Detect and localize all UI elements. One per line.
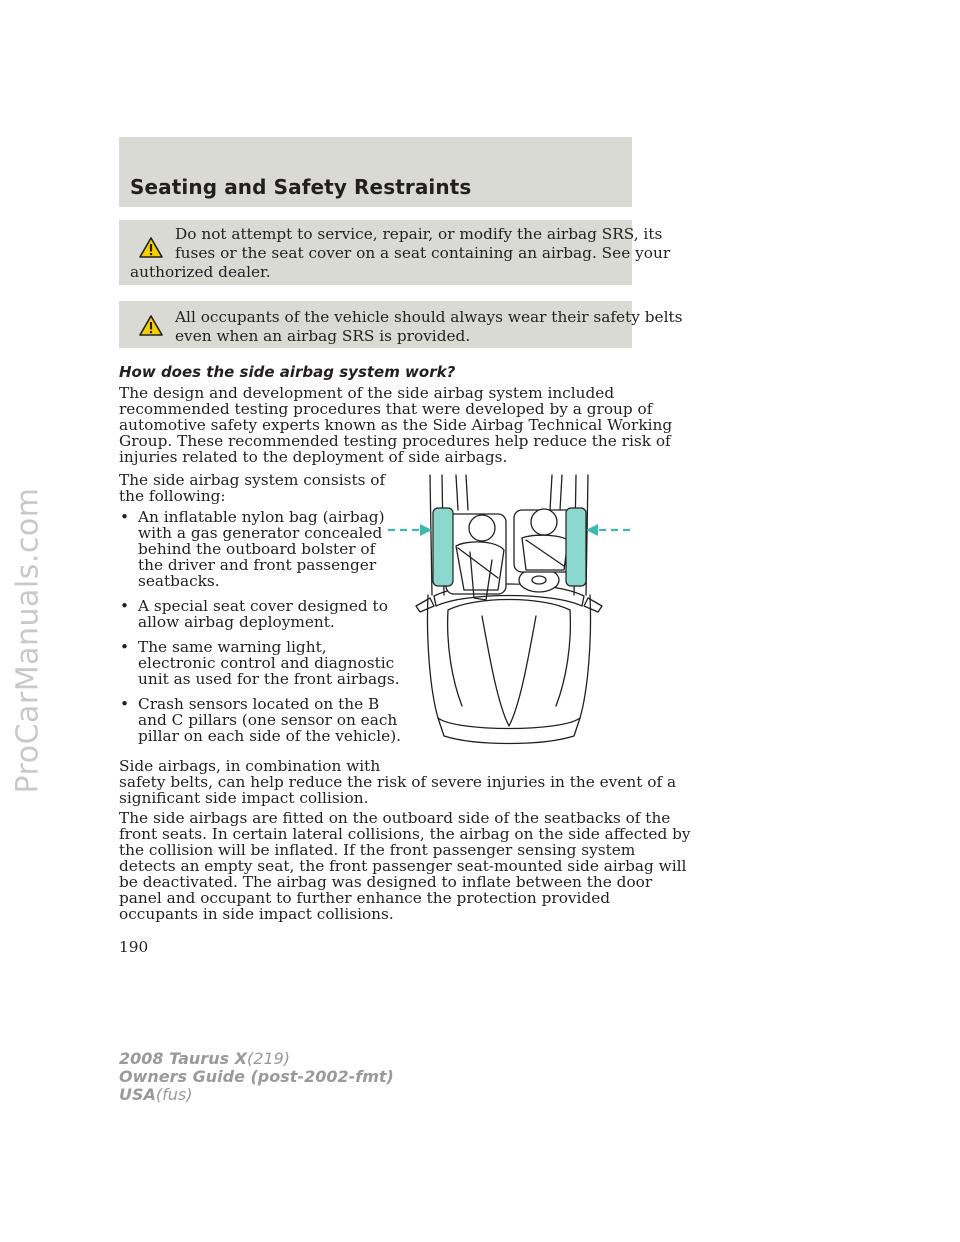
text-line: be deactivated. The airbag was designed to inflate between the door: [119, 873, 653, 891]
text-line: the following:: [119, 487, 226, 505]
footer-code: (219): [247, 1049, 291, 1068]
document-footer: [119, 1050, 394, 1104]
fitted-paragraph: [119, 810, 691, 922]
footer-model: 2008 Taurus X: [119, 1049, 248, 1068]
text-line: injuries related to the deployment of side airbags.: [119, 448, 508, 466]
text-line: recommended testing procedures that were developed by a group of: [119, 400, 653, 418]
text-line: front seats. In certain lateral collisions, the airbag on the side affected by: [119, 825, 691, 843]
warning-1-line-3: authorized dealer.: [130, 263, 271, 281]
text-line: and C pillars (one sensor on each: [138, 711, 398, 729]
text-line: unit as used for the front airbags.: [138, 670, 400, 688]
text-line: • An inflatable nylon bag (airbag): [138, 508, 385, 526]
watermark-text: ProCarManuals.com: [10, 486, 46, 794]
warning-box-2: [119, 301, 683, 348]
text-line: • Crash sensors located on the B: [138, 695, 380, 713]
footer-guide: Owners Guide (post-2002-fmt): [119, 1067, 394, 1086]
text-line: The side airbags are fitted on the outboard side of the seatbacks of the: [119, 809, 671, 827]
text-line: automotive safety experts known as the Side Airbag Technical Working: [119, 416, 673, 434]
warning-1-line-2: fuses or the seat cover on a seat containing an airbag. See your: [175, 244, 671, 262]
driver-side-airbag: [433, 508, 453, 586]
text-line: • The same warning light,: [138, 638, 327, 656]
text-line: The design and development of the side airbag system included: [119, 384, 615, 402]
footer-line-3: [119, 1086, 394, 1104]
combination-paragraph: [119, 758, 676, 806]
text-line: Group. These recommended testing procedures help reduce the risk of: [119, 432, 671, 450]
footer-market: USA: [119, 1085, 156, 1104]
text-line: with a gas generator concealed: [138, 524, 383, 542]
text-line: the collision will be inflated. If the front passenger sensing system: [119, 841, 636, 859]
footer-line-2: [119, 1068, 394, 1086]
text-line: seatbacks.: [138, 572, 220, 590]
text-line: • A special seat cover designed to: [138, 597, 388, 615]
warning-box-1: [119, 220, 671, 285]
warning-2-line-1: All occupants of the vehicle should always wear their safety belts: [175, 308, 683, 326]
text-line: detects an empty seat, the front passenger seat-mounted side airbag will: [119, 857, 687, 875]
footer-market-code: (fus): [155, 1085, 193, 1104]
text-line: safety belts, can help reduce the risk of severe injuries in the event of a: [119, 773, 677, 791]
site-watermark: [8, 430, 48, 850]
list-item: [119, 696, 401, 744]
warning-1-line-1: Do not attempt to service, repair, or modify the airbag SRS, its: [175, 225, 663, 243]
list-item: [119, 509, 401, 589]
text-line: Side airbags, in combination with: [119, 757, 381, 775]
list-item: [119, 598, 401, 630]
section-header: [119, 137, 632, 207]
text-line: allow airbag deployment.: [138, 613, 335, 631]
text-line: The side airbag system consists of: [119, 471, 386, 489]
warning-triangle-icon: [139, 315, 163, 336]
text-line: the driver and front passenger: [138, 556, 377, 574]
list-item: [119, 639, 401, 687]
footer-line-1: [119, 1050, 394, 1068]
text-line: electronic control and diagnostic: [138, 654, 395, 672]
impact-arrows: [388, 524, 630, 536]
text-line: occupants in side impact collisions.: [119, 905, 394, 923]
consists-paragraph: [119, 472, 385, 504]
warning-2-line-2: even when an airbag SRS is provided.: [175, 327, 471, 345]
component-list: [119, 509, 401, 753]
text-line: panel and occupant to further enhance the protection provided: [119, 889, 611, 907]
text-line: pillar on each side of the vehicle).: [138, 727, 402, 745]
page-number: 190: [119, 938, 149, 956]
section-title: Seating and Safety Restraints: [130, 175, 472, 199]
text-line: significant side impact collision.: [119, 789, 369, 807]
side-airbag-diagram: [386, 470, 632, 752]
warning-triangle-icon: [139, 237, 163, 258]
text-line: behind the outboard bolster of: [138, 540, 376, 558]
passenger-side-airbag: [566, 508, 586, 586]
subheading: How does the side airbag system work?: [119, 363, 456, 381]
intro-paragraph: [119, 385, 672, 465]
